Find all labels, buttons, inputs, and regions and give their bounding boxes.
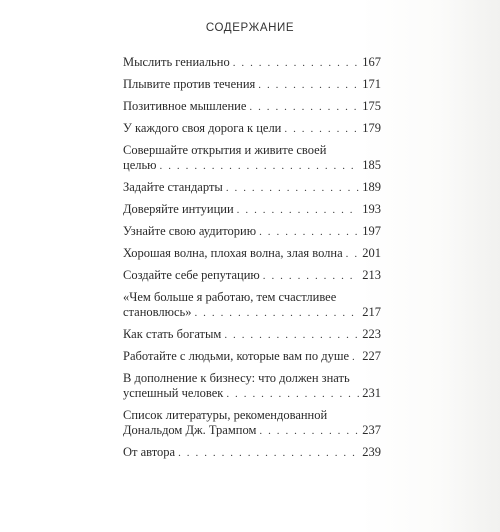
toc-entry-row xyxy=(123,99,381,115)
toc-entry-row xyxy=(123,77,381,93)
toc-entry-title-line: Задайте стандарты xyxy=(123,180,223,194)
toc-page-number: 167 xyxy=(362,55,381,69)
toc-entry xyxy=(123,290,381,321)
toc-entry xyxy=(123,143,381,174)
toc-page-number: 185 xyxy=(362,158,381,172)
toc-entry-title-line: От автора xyxy=(123,445,176,459)
toc-dot-leader xyxy=(249,100,359,115)
toc-entry xyxy=(123,55,381,71)
toc-page-number: 223 xyxy=(362,327,381,341)
toc-entry-title-line: Совершайте открытия и живите своей xyxy=(123,143,327,157)
toc-entry-title-line: Доверяйте интуиции xyxy=(123,202,234,216)
toc-entry-title-line: Работайте с людьми, которые вам по душе xyxy=(123,349,350,363)
toc-entry xyxy=(123,371,381,402)
toc-dot-leader xyxy=(346,247,360,262)
toc-page-number: 197 xyxy=(362,224,381,238)
toc-entry-title-line: Плывите против течения xyxy=(123,77,256,91)
toc-entry xyxy=(123,408,381,439)
toc-dot-leader xyxy=(237,203,360,218)
toc-entry-row xyxy=(123,445,381,461)
toc-entry-row xyxy=(123,55,381,71)
toc-entry-row xyxy=(123,158,381,174)
toc-entry xyxy=(123,349,381,365)
toc-entry-row xyxy=(123,386,381,402)
toc-page-number: 179 xyxy=(362,121,381,135)
toc-entry-title-line: У каждого своя дорога к цели xyxy=(123,121,282,135)
toc-dot-leader xyxy=(263,269,359,284)
toc-page-number: 193 xyxy=(362,202,381,216)
toc-entry xyxy=(123,246,381,262)
toc-entry-title-line: успешный человек xyxy=(123,386,224,400)
toc-dot-leader xyxy=(233,56,360,71)
toc-entry xyxy=(123,77,381,93)
toc-page-number: 213 xyxy=(362,268,381,282)
toc-entry-row xyxy=(123,327,381,343)
toc-dot-leader xyxy=(259,225,359,240)
toc-entry xyxy=(123,202,381,218)
toc-dot-leader xyxy=(258,78,359,93)
toc-entry-title-line: «Чем больше я работаю, тем счастливее xyxy=(123,290,337,304)
toc-entry-row xyxy=(123,305,381,321)
toc-entry xyxy=(123,445,381,461)
toc-page-number: 201 xyxy=(362,246,381,260)
toc-entry-row xyxy=(123,246,381,262)
toc-page-number: 227 xyxy=(362,349,381,363)
toc-page-number: 239 xyxy=(362,445,381,459)
toc-dot-leader xyxy=(224,328,359,343)
toc-entry xyxy=(123,268,381,284)
toc-entry xyxy=(123,327,381,343)
toc-page-number: 231 xyxy=(362,386,381,400)
toc-page-number: 217 xyxy=(362,305,381,319)
toc-page-number: 189 xyxy=(362,180,381,194)
toc-entry-title-line: Хорошая волна, плохая волна, злая волна xyxy=(123,246,343,260)
toc-entry xyxy=(123,224,381,240)
toc-page-number: 175 xyxy=(362,99,381,113)
toc-dot-leader xyxy=(259,424,359,439)
toc-entry xyxy=(123,180,381,196)
toc-entry xyxy=(123,99,381,115)
toc-dot-leader xyxy=(226,181,359,196)
toc-entry-row xyxy=(123,121,381,137)
toc-entry-row xyxy=(123,423,381,439)
toc-dot-leader xyxy=(226,387,359,402)
toc-dot-leader xyxy=(160,159,360,174)
toc-entry-row xyxy=(123,224,381,240)
toc-heading: СОДЕРЖАНИЕ xyxy=(205,22,295,34)
toc-entry-title-line: В дополнение к бизнесу: что должен знать xyxy=(123,371,350,385)
toc-entry-row xyxy=(123,202,381,218)
toc-page-number: 237 xyxy=(362,423,381,437)
toc-entry-title-line: Позитивное мышление xyxy=(123,99,247,113)
toc-entry-title-line: Как стать богатым xyxy=(123,327,222,341)
toc-entry-row xyxy=(123,268,381,284)
toc-entry-title-line: Дональдом Дж. Трампом xyxy=(123,423,257,437)
toc-page-number: 171 xyxy=(362,77,381,91)
toc-entry-title-line: Узнайте свою аудиторию xyxy=(123,224,257,238)
toc-list xyxy=(123,55,381,461)
toc-dot-leader xyxy=(284,122,359,137)
toc-entry-title-line: Создайте себе репутацию xyxy=(123,268,260,282)
toc-dot-leader xyxy=(194,306,359,321)
toc-entry-title-line: целью xyxy=(123,158,157,172)
toc-entry-title-line: Список литературы, рекомендованной xyxy=(123,408,328,422)
toc-dot-leader xyxy=(352,350,359,365)
toc-entry-title-line: Мыслить гениально xyxy=(123,55,230,69)
toc-dot-leader xyxy=(178,446,359,461)
toc-entry xyxy=(123,121,381,137)
toc-entry-title-line: становлюсь» xyxy=(123,305,192,319)
toc-entry-row xyxy=(123,180,381,196)
toc-entry-row xyxy=(123,349,381,365)
